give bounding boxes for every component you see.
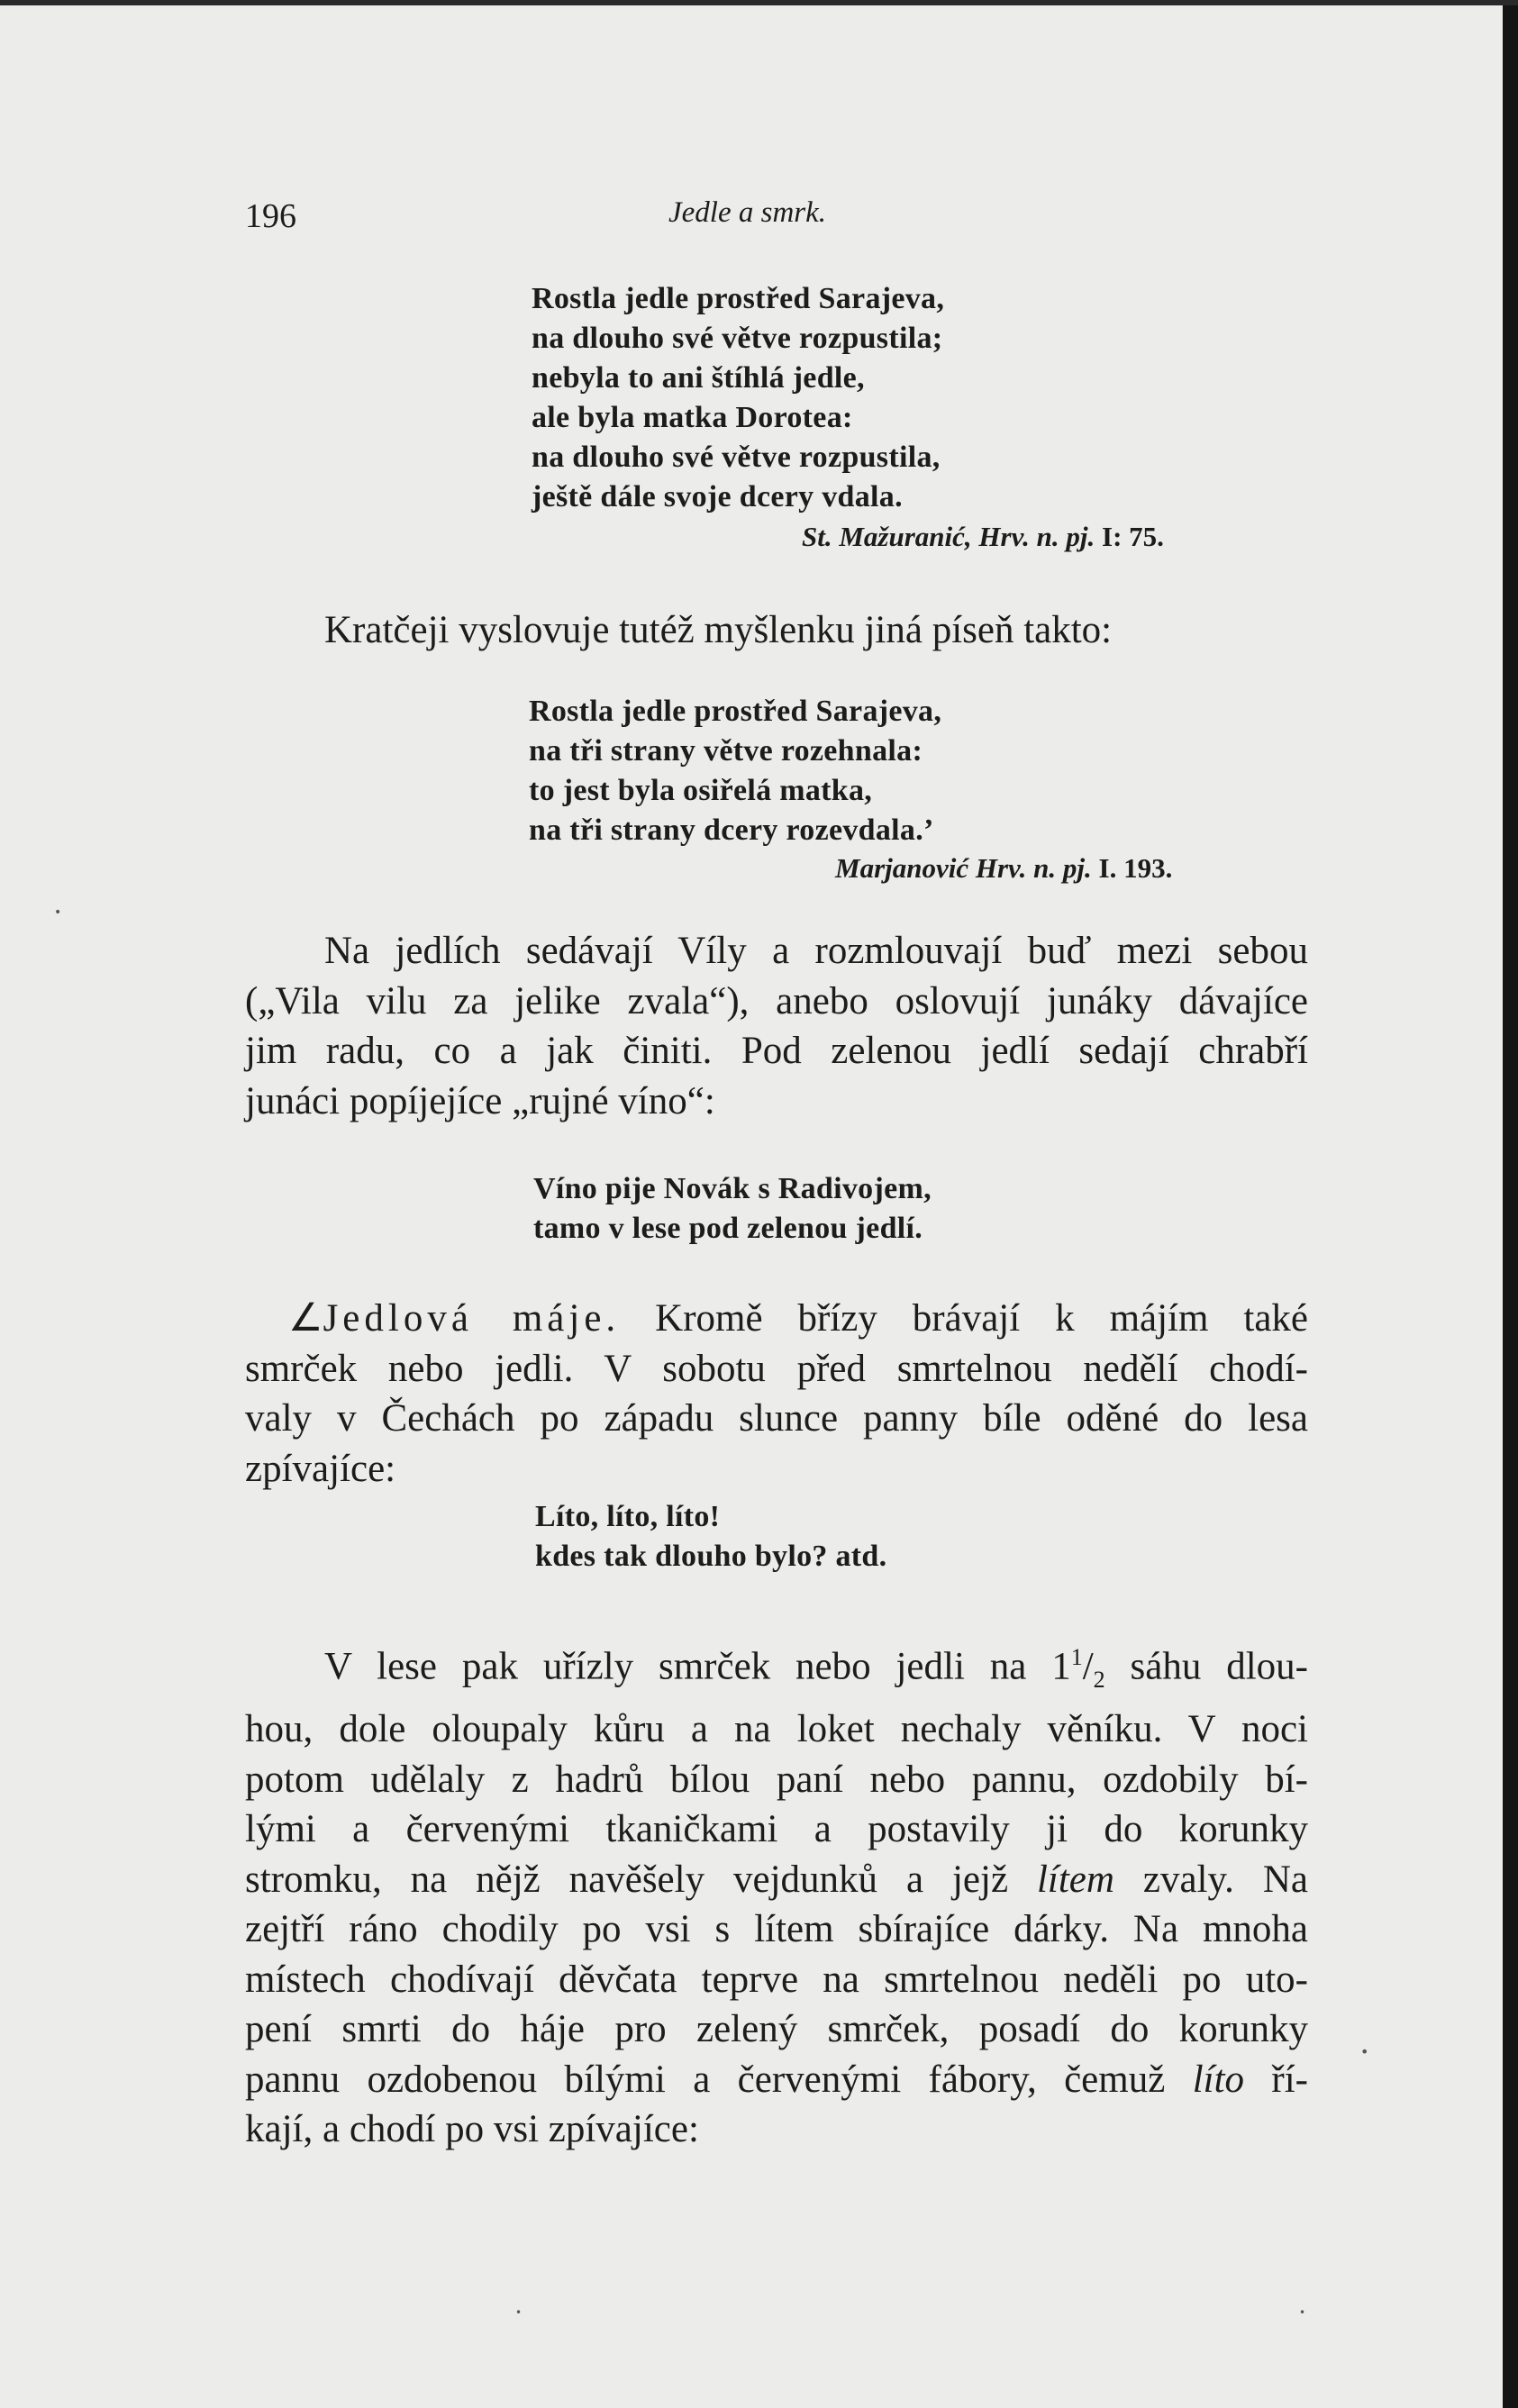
paragraph-line xyxy=(245,1632,1308,1704)
paragraph-text: Kromě břízy brávají k májím také xyxy=(655,1297,1309,1340)
verse-block-4 xyxy=(535,1497,886,1577)
scan-speck: • xyxy=(1299,2306,1306,2319)
paragraph-line: zejtří ráno chodily po vsi s lítem sbírajíce dárky. Na mnoha xyxy=(245,1908,1308,1951)
verse-line: Líto, líto, líto! xyxy=(535,1500,721,1533)
paragraph-text: sáhu dlou- xyxy=(1104,1645,1308,1688)
verse-line: nebyla to ani štíhlá jedle, xyxy=(532,361,865,395)
verse-block-2 xyxy=(529,692,941,850)
page-number: 196 xyxy=(245,197,296,235)
running-title: Jedle a smrk. xyxy=(668,196,827,229)
paragraph-line: kají, a chodí po vsi zpívajíce: xyxy=(245,2108,699,2151)
paragraph-text: stromku, na nějž navěšely vejdunků a jejž xyxy=(245,1858,1037,1901)
paragraph-line: lými a červenými tkaničkami a postavily ji do korunky xyxy=(245,1808,1308,1851)
verse-line: to jest byla osiřelá matka, xyxy=(529,774,873,807)
paragraph-line xyxy=(245,1294,1308,1344)
section-heading: Jedlová máje. xyxy=(323,1297,621,1340)
paragraph-text: ří- xyxy=(1244,2058,1309,2101)
verse-block-1 xyxy=(532,279,944,517)
paragraph-line: místech chodívají děvčata teprve na smrtelnou neděli po uto- xyxy=(245,1958,1308,2001)
paragraph-text: V lese pak uřízly smrček nebo jedli na 1 xyxy=(324,1645,1071,1688)
paragraph-line xyxy=(245,2055,1308,2105)
emphasized-word: lítem xyxy=(1036,1858,1114,1901)
citation-source: St. Mažuranić, Hrv. n. pj. xyxy=(802,521,1095,552)
fraction-denominator: 2 xyxy=(1093,1666,1105,1693)
paragraph-text: zvaly. Na xyxy=(1114,1858,1308,1901)
paragraph-line: smrček nebo jedli. V sobotu před smrtelnou nedělí chodí- xyxy=(245,1347,1308,1390)
verse-line: ale byla matka Dorotea: xyxy=(532,401,853,434)
paragraph-line: Kratčeji vyslovuje tutéž myšlenku jiná píseň takto: xyxy=(324,609,1113,651)
fraction-numerator: 1 xyxy=(1070,1644,1083,1670)
fraction-slash: / xyxy=(1082,1645,1094,1688)
scan-speck: • xyxy=(54,905,62,920)
paragraph-3 xyxy=(245,1294,1308,1494)
verse-line: na dlouho své větve rozpustila; xyxy=(532,322,943,355)
paragraph-line: („Vila vilu za jelike zvala“), anebo oslovují junáky dávajíce xyxy=(245,979,1308,1022)
scan-edge-top xyxy=(0,0,1518,5)
verse-line: kdes tak dlouho bylo? atd. xyxy=(535,1540,887,1573)
paragraph-2 xyxy=(245,926,1308,1126)
verse-line: na tři strany dcery rozevdala.’ xyxy=(529,813,934,847)
citation-2 xyxy=(835,852,1172,885)
citation-reference: I: 75. xyxy=(1102,521,1164,552)
paragraph-line: potom udělaly z hadrů bílou paní nebo pannu, ozdobily bí- xyxy=(245,1758,1308,1801)
paragraph-line: pení smrti do háje pro zelený smrček, posadí do korunky xyxy=(245,2008,1308,2051)
paragraph-1 xyxy=(245,605,1308,656)
paragraph-line: jim radu, co a jak činiti. Pod zelenou jedlí sedají chrabří xyxy=(245,1030,1308,1072)
emphasized-word: líto xyxy=(1192,2058,1245,2101)
paragraph-4 xyxy=(245,1632,1308,2155)
paragraph-line: zpívajíce: xyxy=(245,1447,396,1490)
citation-1 xyxy=(802,521,1164,553)
verse-line: tamo v lese pod zelenou jedlí. xyxy=(533,1212,923,1245)
paragraph-line: junáci popíjejíce „rujné víno“: xyxy=(245,1079,715,1122)
verse-line: na dlouho své větve rozpustila, xyxy=(532,441,941,474)
paragraph-line: Na jedlích sedávají Víly a rozmlouvají buď mezi sebou xyxy=(324,930,1308,972)
page-header xyxy=(245,196,1308,241)
section-mark: ∠ xyxy=(288,1297,323,1340)
verse-line: Víno pije Novák s Radivojem, xyxy=(533,1172,932,1205)
citation-reference: I. 193. xyxy=(1098,852,1173,884)
verse-block-3 xyxy=(533,1169,932,1249)
paragraph-text: pannu ozdobenou bílými a červenými fábory, čemuž xyxy=(245,2058,1193,2101)
verse-line: na tři strany větve rozehnala: xyxy=(529,734,923,768)
scan-edge-right xyxy=(1503,0,1518,2408)
paragraph-line: hou, dole oloupaly kůru a na loket nechaly věníku. V noci xyxy=(245,1708,1308,1751)
verse-line: Rostla jedle prostřed Sarajeva, xyxy=(529,695,942,728)
paragraph-line: valy v Čechách po západu slunce panny bíle oděné do lesa xyxy=(245,1397,1308,1440)
verse-line: Rostla jedle prostřed Sarajeva, xyxy=(532,282,945,315)
scan-speck: • xyxy=(1360,2043,1369,2060)
scan-speck: • xyxy=(515,2306,523,2319)
citation-source: Marjanović Hrv. n. pj. xyxy=(835,852,1092,884)
verse-line: ještě dále svoje dcery vdala. xyxy=(532,480,903,513)
paragraph-line xyxy=(245,1855,1308,1905)
